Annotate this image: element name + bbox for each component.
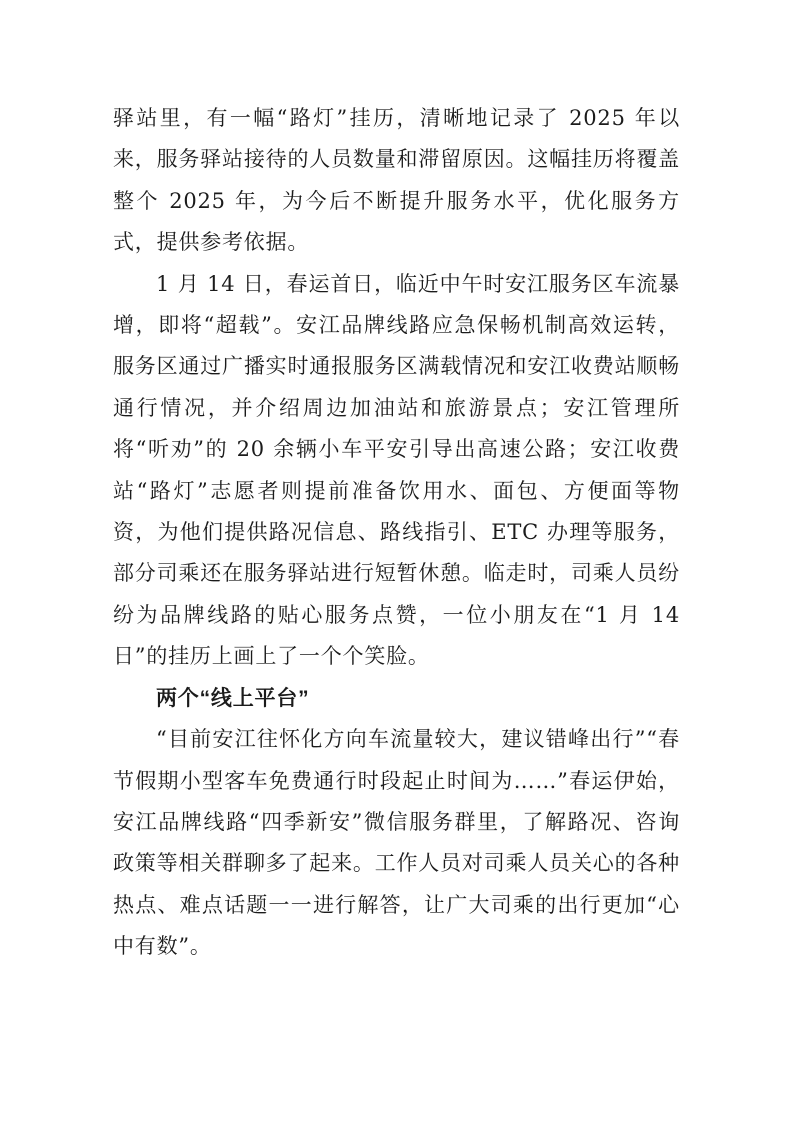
paragraph-jan-14-spring-festival: 1 月 14 日，春运首日，临近中午时安江服务区车流暴增，即将“超载”。安江品牌线路应急保畅机制高效运转，服务区通过广播实时通报服务区满载情况和安江收费站顺畅通行情况，并介绍周边加油站和旅游景点；安江管理所将“听劝”的 20 余辆小车平安引导出高速公路；安江收费站“路灯”志愿者则提前准备饮用水、面包、方便面等物资，为他们提供路况信息、路线指引、ETC 办理等服务，部分司乘还在服务驿站进行短暂休憩。临走时，司乘人员纷纷为品牌线路的贴心服务点赞，一位小朋友在“1 月 14 日”的挂历上画上了一个个笑脸。 [113,271,680,669]
paragraph-guazhili-continuation: 驿站里，有一幅“路灯”挂历，清晰地记录了 2025 年以来，服务驿站接待的人员数量和滞留原因。这幅挂历将覆盖整个 2025 年，为今后不断提升服务水平，优化服务方式，提供参考依据。 [113,106,680,255]
section-heading-online-platforms: 两个“线上平台” [156,686,310,710]
document-body [113,98,680,968]
paragraph-wechat-service-group: “目前安江往怀化方向车流量较大，建议错峰出行”“春节假期小型客车免费通行时段起止时间为……”春运伊始，安江品牌线路“四季新安”微信服务群里，了解路况、咨询政策等相关群聊多了起来。工作人员对司乘人员关心的各种热点、难点话题一一进行解答，让广大司乘的出行更加“心中有数”。 [113,727,680,959]
